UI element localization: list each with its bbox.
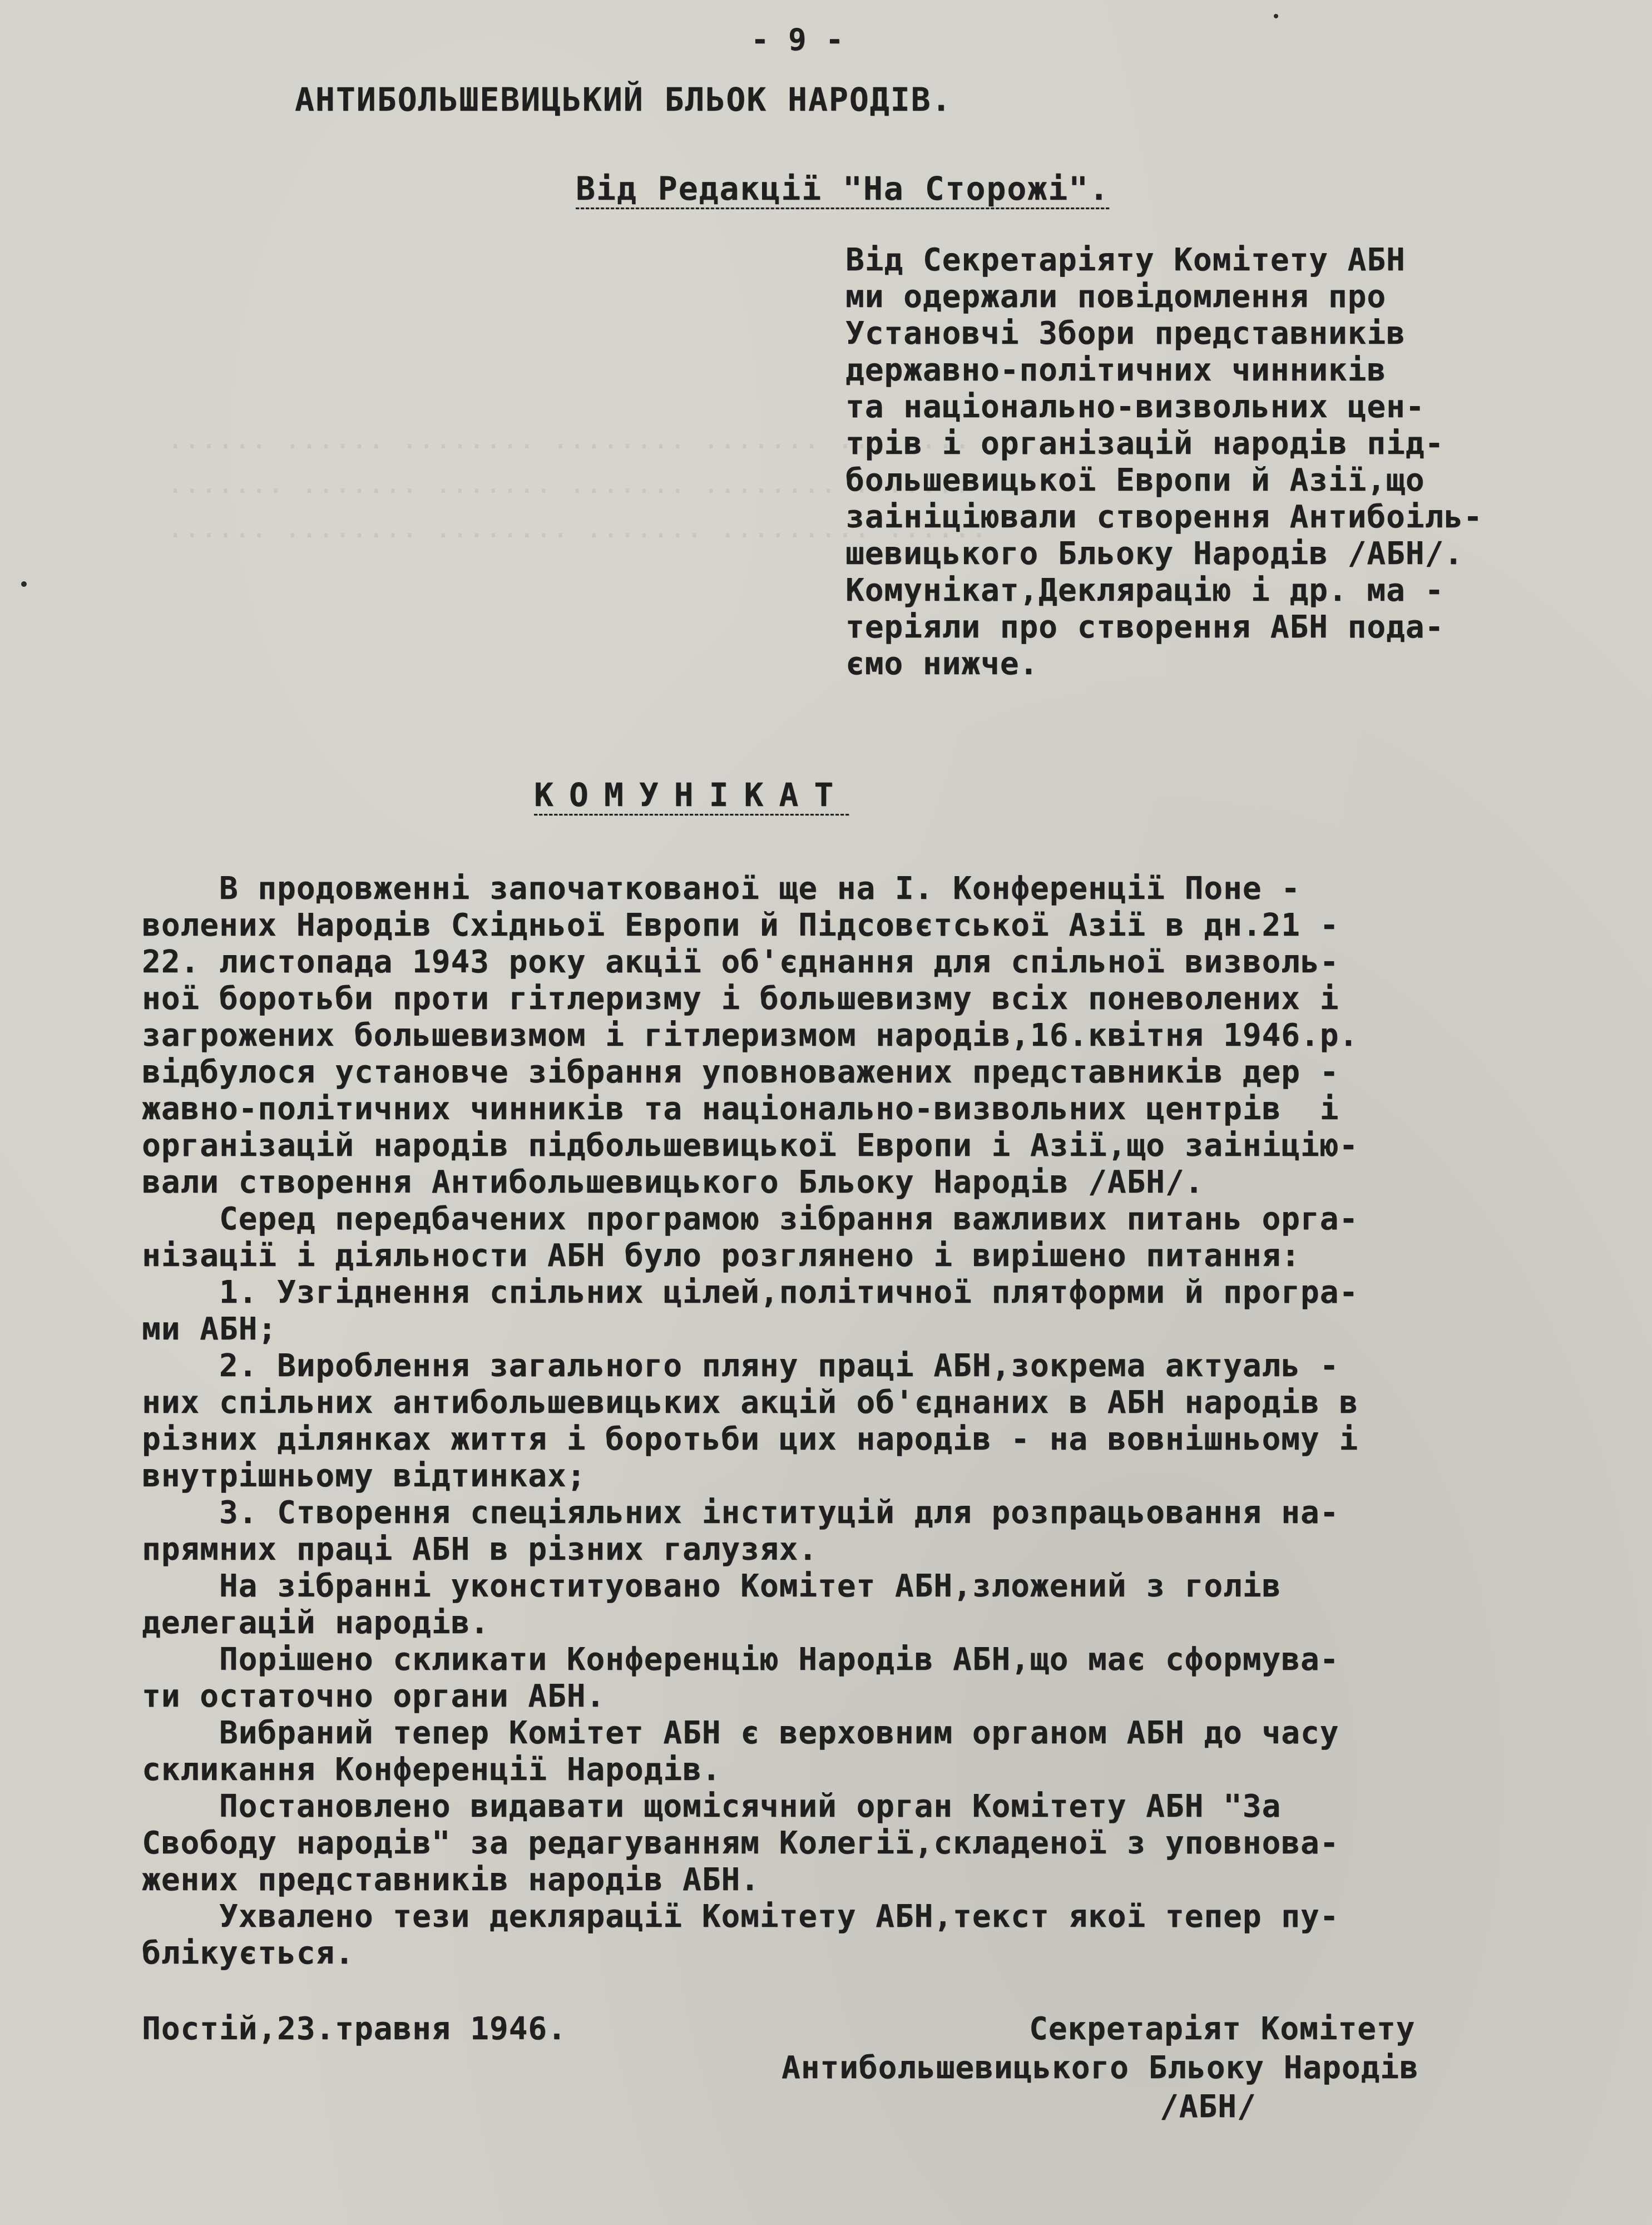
communique-line: Порішено скликати Конференцію Народів АБН,що має сформува- [142,1641,1339,1678]
editorial-note-line: Комунікат,Деклярацію і др. ма - [845,572,1445,609]
editorial-note-line: державно-політичних чинників [845,352,1387,388]
communique-line: Постановлено видавати щомісячний орган Комітету АБН "За [142,1788,1282,1824]
date-line: Постій,23.травня 1946. [142,2011,567,2047]
communique-line: На зібранні уконституовано Комітет АБН,зложений з голів [142,1568,1282,1604]
editorial-heading: Від Редакції "На Сторожі". [576,170,1110,207]
editorial-note-line: большевицької Европи й Азії,що [845,462,1425,498]
paper-speck [21,581,27,587]
signature-line: /АБН/ [1160,2089,1257,2125]
communique-line: скликання Конференції Народів. [142,1752,721,1788]
editorial-note-line: ємо нижче. [845,646,1039,682]
editorial-note [845,242,1483,683]
signature-line: Секретаріят Комітету [1029,2011,1416,2047]
communique-line: 22. листопада 1943 року акції об'єднання для спільної визволь- [142,944,1339,980]
communique-line: відбулося установче зібрання уповноважених представників дер - [142,1054,1339,1090]
communique-line: 2. Вироблення загального пляну праці АБН,зокрема актуаль - [142,1348,1339,1384]
communique-line: нізації і діяльности АБН було розглянено і вирішено питання: [142,1238,1300,1274]
communique-line: В продовженні започаткованої ще на І. Конференції Поне - [142,871,1300,907]
communique-line: жених представників народів АБН. [142,1862,760,1898]
paper-speck [1274,14,1278,18]
communique-line: прямних праці АБН в різних галузях. [142,1531,818,1568]
page-number: - 9 - [751,22,844,57]
communique-line: них спільних антибольшевицьких акцій об'єднаних в АБН народів в [142,1385,1359,1421]
editorial-note-line: ми одержали повідомлення про [845,279,1387,315]
communique-line: 3. Створення спеціяльних інституцій для розпрацьовання на- [142,1495,1339,1531]
communique-line: Ухвалено тези деклярації Комітету АБН,текст якої тепер пу- [142,1898,1339,1935]
communique-line: організацій народів підбольшевицької Европи і Азії,що заініцію- [142,1128,1359,1164]
communique-line: внутрішньому відтинках; [142,1458,586,1494]
communique-line: Вибраний тепер Комітет АБН є верховним органом АБН до часу [142,1715,1339,1751]
communique-line: волених Народів Східньої Европи й Підсовєтської Азії в дн.21 - [142,907,1339,943]
editorial-note-line: заініціювали створення Антибоіль- [845,499,1483,535]
editorial-note-line: Від Секретаріяту Комітету АБН [845,242,1406,278]
communique-line: делегацій народів. [142,1605,489,1641]
editorial-note-line: теріяли про створення АБН пода- [845,609,1445,645]
communique-line: Серед передбачених програмою зібрання важливих питань орга- [142,1201,1359,1237]
communique-line: ми АБН; [142,1311,278,1347]
communique-line: Свободу народів" за редагуванням Колегії,складеної з уповнова- [142,1825,1339,1861]
bleed-through-text: ...... ......... ....... ........ ........ ...... [167,512,988,544]
editorial-note-line: та національно-визвольних цен- [845,389,1425,425]
document-header-title: АНТИБОЛЬШЕВИЦЬКИЙ БЛЬОК НАРОДІВ. [295,81,952,118]
communique-line: загрожених большевизмом і гітлеризмом народів,16.квітня 1946.р. [142,1017,1359,1054]
communique-heading: КОМУНІКАТ [534,776,849,814]
communique-line: ної боротьби проти гітлеризму і большевизму всіх поневолених і [142,981,1339,1017]
communique-line: вали створення Антибольшевицького Бльоку Народів /АБН/. [142,1164,1204,1200]
communique-body [142,871,1358,1972]
editorial-note-line: Установчі Збори представників [845,315,1406,352]
editorial-note-line: шевицького Бльоку Народів /АБН/. [845,536,1463,572]
editorial-note-line: трів і організацій народів під- [845,426,1445,462]
communique-line: блікується. [142,1935,354,1971]
signature-line: Антибольшевицького Бльоку Народів [782,2050,1419,2086]
communique-line: ти остаточно органи АБН. [142,1678,606,1714]
communique-line: різних ділянках життя і боротьби цих народів - на вовнішньому і [142,1421,1359,1457]
communique-line: жавно-політичних чинників та національно-визвольних центрів і [142,1091,1339,1127]
bleed-through-text: ....... ........ ....... ....... ....... ....... [167,467,971,500]
bleed-through-text: ........ ....... ........ ........ ...... ...... [167,423,971,455]
communique-line: 1. Узгіднення спільних цілей,політичної плятформи й програ- [142,1274,1359,1311]
